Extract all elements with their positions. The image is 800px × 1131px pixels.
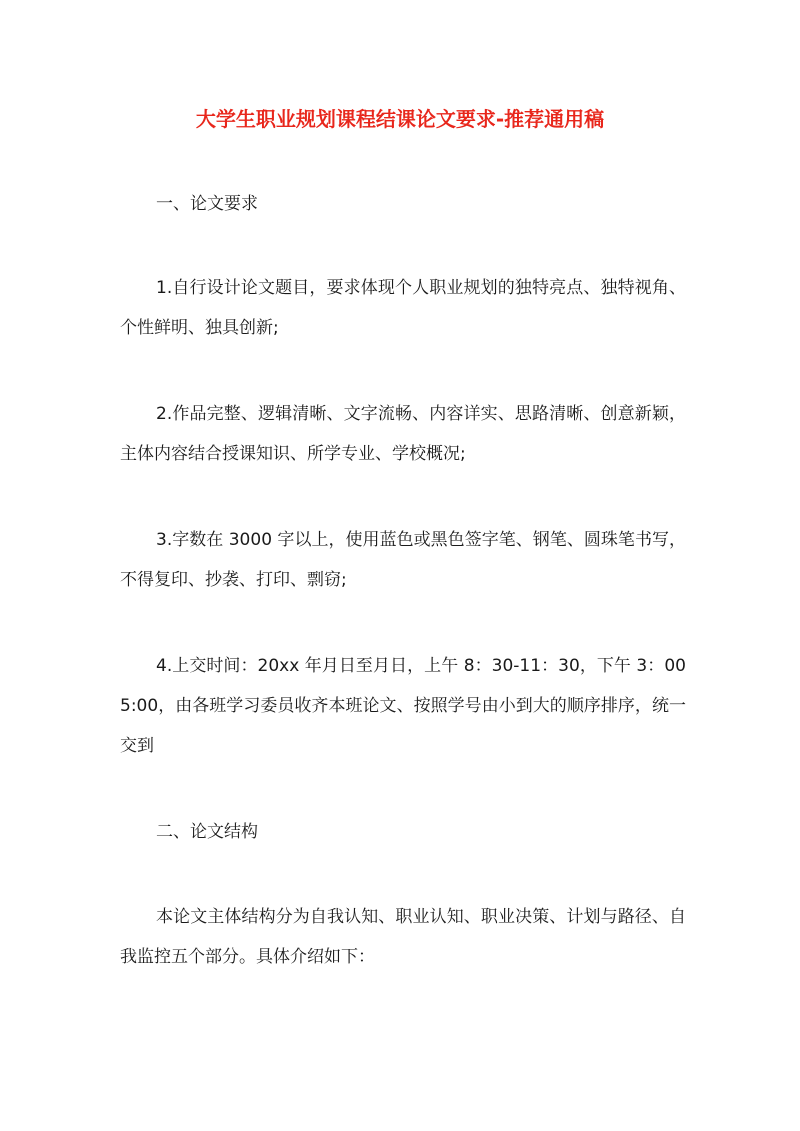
structure-paragraph: 本论文主体结构分为自我认知、职业认知、职业决策、计划与路径、自我监控五个部分。具体介绍如下： [120, 907, 686, 967]
requirement-item-2: 2.作品完整、逻辑清晰、文字流畅、内容详实、思路清晰、创意新颖，主体内容结合授课知识、所学专业、学校概况; [120, 404, 686, 464]
section-heading-structure: 二、论文结构 [156, 822, 258, 842]
document-title: 大学生职业规划课程结课论文要求-推荐通用稿 [195, 107, 605, 131]
requirement-item-4: 4.上交时间：20xx 年月日至月日，上午 8：30-11：30，下午 3：005:00，由各班学习委员收齐本班论文、按照学号由小到大的顺序排序，统一交到 [120, 656, 686, 756]
section-heading-requirements: 一、论文要求 [156, 194, 258, 214]
requirement-item-1: 1.自行设计论文题目，要求体现个人职业规划的独特亮点、独特视角、个性鲜明、独具创新; [120, 278, 686, 338]
requirement-item-3: 3.字数在 3000 字以上，使用蓝色或黑色签字笔、钢笔、圆珠笔书写，不得复印、抄袭、打印、剽窃; [120, 530, 686, 590]
